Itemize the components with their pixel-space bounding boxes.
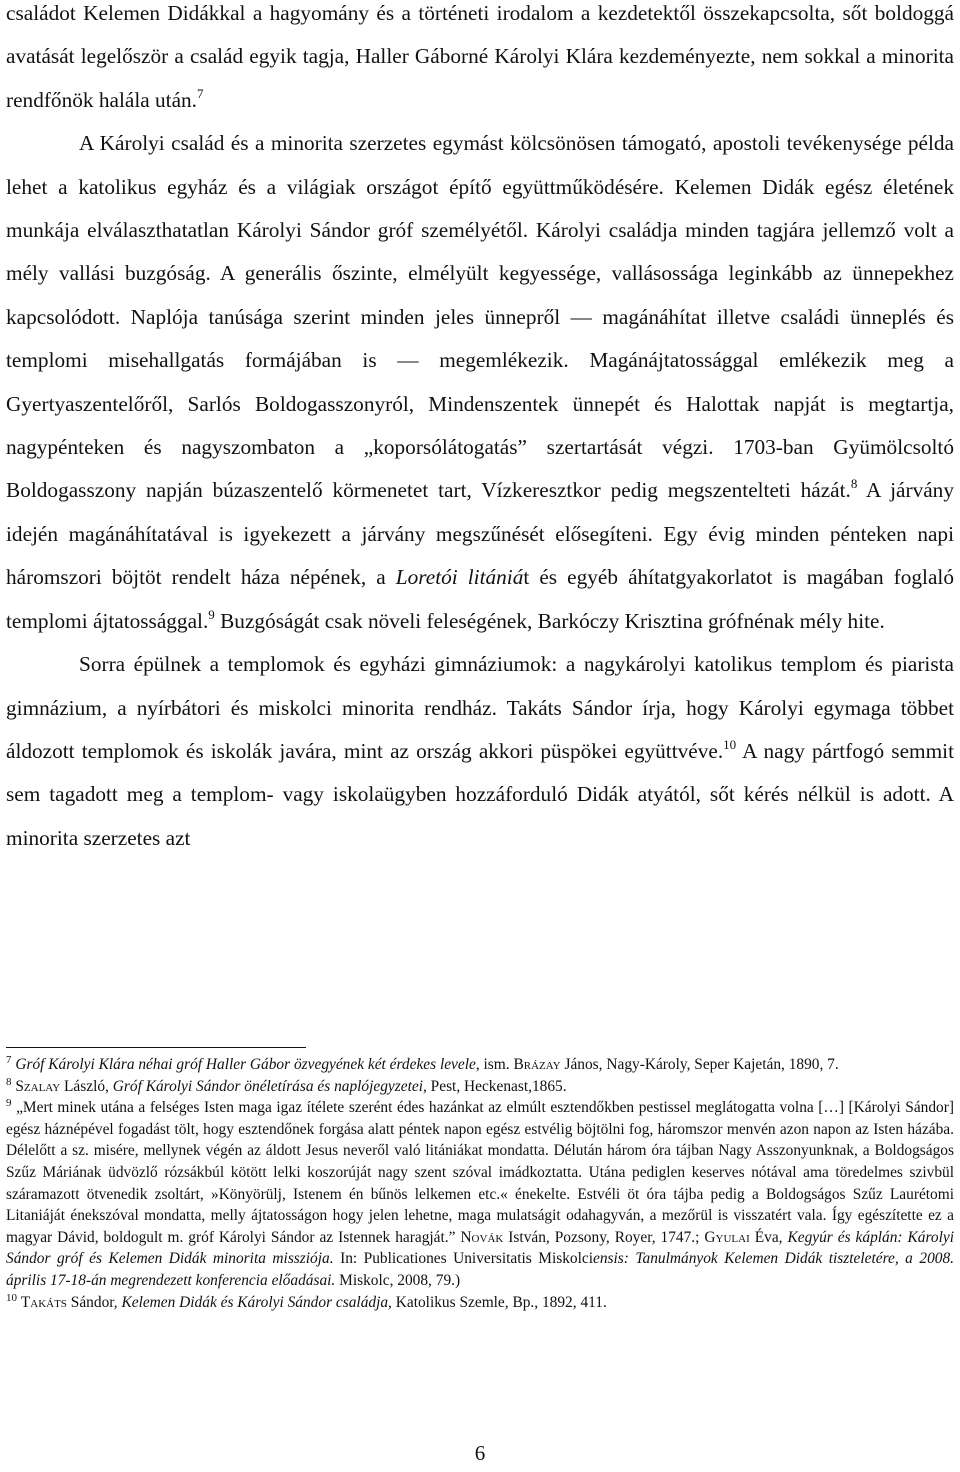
footnote-number: 9	[6, 1097, 12, 1110]
footnote-10-author: Takáts	[20, 1293, 67, 1311]
footnote-7-author: Brázay	[513, 1056, 561, 1073]
footnote-number: 10	[6, 1291, 17, 1304]
footnote-7-text-end: János, Nagy-Károly, Seper Kajetán, 1890, 7.	[560, 1056, 839, 1073]
footnote-8-author: Szalay	[15, 1077, 61, 1095]
paragraph-2-text-d: Buzgóságát csak növeli feleségének, Barkóczy Krisztina grófnénak mély hite.	[214, 608, 885, 633]
footnote-separator	[6, 1047, 306, 1048]
footnote-9-title-2: ensis: Tanulmányok Kelemen Didák tiszteletére, a 2008. április 17-18-án megrendezett konferencia előadásai.	[6, 1250, 954, 1289]
footnote-9-author-1: Novák	[460, 1228, 504, 1246]
footnote-9-text-c: Éva,	[749, 1228, 788, 1246]
page-number: 6	[474, 1441, 486, 1465]
paragraph-3	[6, 643, 954, 860]
footnote-7	[6, 1054, 954, 1076]
footnote-number: 8	[6, 1075, 12, 1088]
paragraph-2-text-c: t és egyéb áhítatgyakorlatot is magában foglaló templomi ájtatossággal.	[6, 565, 954, 633]
footnote-10	[6, 1292, 954, 1314]
footnote-9-text-d: In: Publicationes Universitatis Miskolci	[333, 1250, 593, 1268]
footnote-9-title-1: Kegyúr és káplán: Károlyi Sándor gróf és Kelemen Didák minorita missziója.	[6, 1228, 954, 1268]
paragraph-2	[6, 122, 954, 643]
paragraph-3-text-b: A nagy pártfogó semmit sem tagadott meg a templom- vagy iskolaügyben hozzáforduló Didák atyától, sőt kérés nélkül is adott. A minorita szerzetes azt	[6, 738, 954, 850]
footnote-number: 7	[6, 1054, 12, 1066]
footnote-9-quote: „Mert minek utána a felséges Isten maga igaz ítélete szerént édes hazánkat az elmúlt esztendőkben pestissel meglátogatta volna […] [Károlyi Sándor] egész háznépével fogadást tölt, hogy esztendőnek forgása alatt péntek napon egész estvélig böjtölni fog, háromszor menvén azon napon az Isten házába. Délelőtt a sz. misére, mellynek végén az áldott Jesus neveről való litániákat mondatta. Délután három óra tájban Nagy Asszonyunknak, a Boldogságos Szűz Máriának üdvözlő rózsákbúl kötött lelki koszorúját nagy szent szóval imádkoztatta. Utána pediglen keserves nótával ama töredelmes szivbül száramazott ötvenedik zsoltárt, »Könyörülj, Istenem én bűnös lelkemen etc.« énekelte. Estvéli öt óra tájba pedig a Boldogságos Szűz Laurétomi Litaniáját énekszóval mondatta, melly ájtatosságon hogy jelen lehetne, maga mulatságit odahagyván, a mezőrül is visszatért vala. Így egészítette ez a magyar Dávid, boldogult m. gróf Károlyi Sándor az Istennek haragját.”	[6, 1099, 954, 1246]
footnote-ref-9: 9	[208, 606, 215, 622]
footnote-ref-10: 10	[723, 736, 737, 752]
main-text	[6, 0, 954, 860]
paragraph-2-italic: Loretói litániá	[395, 565, 524, 590]
footnote-7-text: , ism.	[475, 1056, 514, 1073]
footnote-10-text: Sándor,	[66, 1293, 122, 1311]
footnote-8-text-end: Pest, Heckenast,1865.	[426, 1077, 567, 1095]
paragraph-3-text-a: Sorra épülnek a templomok és egyházi gimnáziumok: a nagykárolyi katolikus templom és piarista gimnázium, a nyírbátori és miskolci minorita rendház. Takáts Sándor írja, hogy Károlyi egymaga többet áldozott templomok és iskolák javára, mint az ország akkori püspökei együttvéve.	[6, 652, 954, 763]
footnote-9-author-2: Gyulai	[704, 1228, 750, 1246]
footnote-8	[6, 1076, 954, 1098]
footnote-9	[6, 1097, 954, 1291]
paragraph-2-text-b: A járvány idején magánáhítatával is igyekezett a járvány megszűnését elősegíteni. Egy évig minden pénteken napi háromszori böjtöt rendelt háza népének, a	[6, 478, 954, 590]
footnote-7-title: Gróf Károlyi Klára néhai gróf Haller Gábor özvegyének két érdekes levele	[15, 1056, 476, 1073]
paragraph-1-text: családot Kelemen Didákkal a hagyomány és a történeti irodalom a kezdetektől összekapcsolta, sőt boldoggá avatását legelőször a család egyik tagja, Haller Gáborné Károlyi Klára kezdeményezte, nem sokkal a minorita rendfőnök halála után.	[6, 1, 954, 112]
paragraph-2-text-a: A Károlyi család és a minorita szerzetes egymást kölcsönösen támogató, apostoli tevékenysége példa lehet a katolikus egyház és a világiak országot építő együttműködésére. Kelemen Didák egész életének munkája elválaszthatatlan Károlyi Sándor gróf személyétől. Károlyi családja minden tagjára jellemző volt a mély vallási buzgóság. A generális őszinte, elmélyült kegyessége, vallásossága leginkább az ünnepekhez kapcsolódott. Naplója tanúsága szerint minden jeles ünnepről — magánáhítat illetve családi ünneplés és templomi misehallgatás formájában is — megemlékezik. Magánájtatossággal emlékezik meg a Gyertyaszentelőről, Sarlós Boldogasszonyról, Mindenszentek ünnepét és Halottak napját is megtartja, nagypénteken és nagyszombaton a „koporsólátogatás” szertartását végzi. 1703-ban Gyümölcsoltó Boldogasszony napján búzaszentelő körmenetet tart, Vízkeresztkor pedig megszentelteti házát.	[6, 131, 954, 503]
footnote-8-title: Gróf Károlyi Sándor önéletírása és naplójegyzetei,	[112, 1077, 427, 1095]
footnote-ref-8: 8	[850, 476, 858, 492]
footnote-8-text: László,	[60, 1077, 113, 1095]
footnote-10-title: Kelemen Didák és Károlyi Sándor családja,	[121, 1293, 392, 1311]
footnote-9-text-b: István, Pozsony, Royer, 1747.;	[503, 1228, 705, 1246]
paragraph-1	[6, 0, 954, 122]
footnote-10-text-end: Katolikus Szemle, Bp., 1892, 411.	[391, 1293, 607, 1311]
footnotes	[6, 1054, 954, 1313]
footnote-9-text-e: Miskolc, 2008, 79.)	[335, 1271, 461, 1289]
footnote-ref-7: 7	[197, 85, 204, 101]
